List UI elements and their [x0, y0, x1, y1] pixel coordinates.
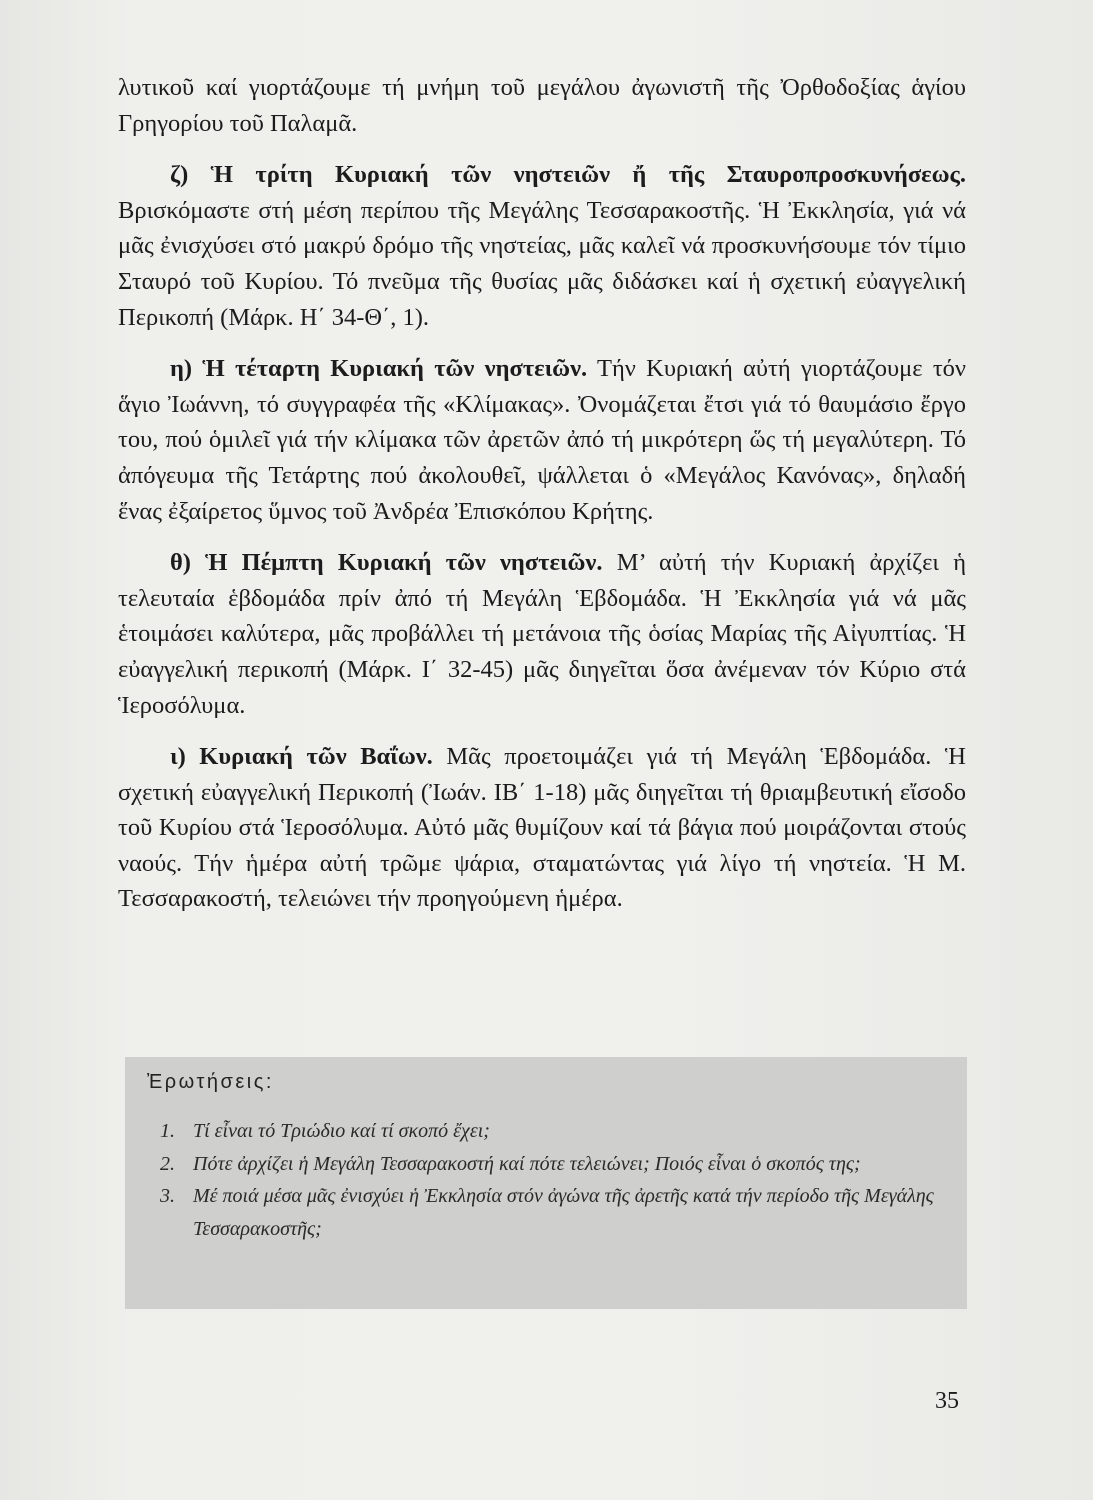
paragraph-body: Μᾶς προετοιμάζει γιά τή Μεγάλη Ἑβδομάδα. Ἡ σχετική εὐαγγελική Περικοπή (Ἰωάν. ΙΒ΄ 1-18) μᾶς διηγεῖται τή θριαμβευτική εἴσοδο τοῦ Κυρίου στά Ἱεροσόλυμα. Αὐτό μᾶς θυμίζουν καί τά βάγια πού μοιράζονται στούς ναούς. Τήν ἡμέρα αὐτή τρῶμε ψάρια, σταματώντας γιά λίγο τή νηστεία. Ἡ Μ. Τεσσαρακοστή, τελειώνει τήν προηγούμενη ἡμέρα.: [118, 743, 966, 913]
question-number: 2.: [160, 1152, 175, 1175]
paragraph-body: Μ’ αὐτή τήν Κυριακή ἀρχίζει ἡ τελευταία ἑβδομάδα πρίν ἀπό τή Μεγάλη Ἑβδομάδα. Ἡ Ἐκκλησία γιά νά μᾶς ἑτοιμάσει καλύτερα, μᾶς προβάλλει τή μετάνοια τῆς ὁσίας Μαρίας τῆς Αἰγυπτίας. Ἡ εὐαγγελική περικοπή (Μάρκ. Ι΄ 32-45) μᾶς διηγεῖται ὅσα ἀνέμεναν τόν Κύριο στά Ἱεροσόλυμα.: [118, 549, 967, 719]
questions-list: [160, 1115, 950, 1245]
paragraph-heading: ζ) Ἡ τρίτη Κυριακή τῶν νηστειῶν ἤ τῆς Σταυροπροσκυνήσεως.: [170, 161, 966, 189]
question-text: Μέ ποιά μέσα μᾶς ἐνισχύει ἡ Ἐκκλησία στόν ἀγώνα τῆς ἀρετῆς κατά τήν περίοδο τῆς Μεγάλης Τεσσαρακοστῆς;: [193, 1185, 934, 1240]
paragraph-continuation: [118, 70, 966, 141]
paragraph-third-sunday: [118, 157, 966, 335]
question-number: 1.: [160, 1120, 175, 1142]
paragraph-body: λυτικοῦ καί γιορτάζουμε τή μνήμη τοῦ μεγάλου ἀγωνιστῆ τῆς Ὀρθοδοξίας ἁγίου Γρηγορίου τοῦ Παλαμᾶ.: [118, 74, 966, 137]
paragraph-heading: ι) Κυριακή τῶν Βαΐων.: [170, 743, 433, 771]
paragraph-heading: θ) Ἡ Πέμπτη Κυριακή τῶν νηστειῶν.: [170, 549, 603, 577]
question-item: [160, 1148, 950, 1181]
paragraph-body: Τήν Κυριακή αὐτή γιορτάζουμε τόν ἅγιο Ἰωάννη, τό συγγραφέα τῆς «Κλίμακας». Ὀνομάζεται ἔτσι γιά τό θαυμάσιο ἔργο του, πού ὁμιλεῖ γιά τήν κλίμακα τῶν ἀρετῶν ἀπό τή μικρότερη ὥς τή μεγαλύτερη. Τό ἀπόγευμα τῆς Τετάρτης πού ἀκολουθεῖ, ψάλλεται ὁ «Μεγάλος Κανόνας», δηλαδή ἕνας ἐξαίρετος ὕμνος τοῦ Ἀνδρέα Ἐπισκόπου Κρήτης.: [118, 355, 967, 525]
questions-title: Ἐρωτήσεις:: [147, 1071, 274, 1093]
question-text: Τί εἶναι τό Τριώδιο καί τί σκοπό ἔχει;: [193, 1120, 490, 1142]
page-number: 35: [935, 1388, 959, 1414]
paragraph-fifth-sunday: [118, 545, 966, 723]
question-item: [160, 1115, 950, 1148]
paragraph-fourth-sunday: [118, 351, 966, 529]
paragraph-body: Βρισκόμαστε στή μέση περίπου τῆς Μεγάλης Τεσσαρακοστῆς. Ἡ Ἐκκλησία, γιά νά μᾶς ἐνισχύσει στό μακρύ δρόμο τῆς νηστείας, μᾶς καλεῖ νά προσκυνήσουμε τόν τίμιο Σταυρό τοῦ Κυρίου. Τό πνεῦμα τῆς θυσίας μᾶς διδάσκει καί ἡ σχετική εὐαγγελική Περικοπή (Μάρκ. Η΄ 34-Θ΄, 1).: [118, 196, 966, 331]
question-item: [160, 1180, 950, 1245]
question-number: 3.: [160, 1185, 175, 1207]
paragraph-heading: η) Ἡ τέταρτη Κυριακή τῶν νηστειῶν.: [170, 355, 588, 383]
paragraph-palm-sunday: [118, 739, 966, 917]
questions-box: [125, 1057, 967, 1309]
main-text: [118, 70, 966, 933]
question-text: Πότε ἀρχίζει ἡ Μεγάλη Τεσσαρακοστή καί πότε τελειώνει; Ποιός εἶναι ὁ σκοπός της;: [193, 1152, 861, 1175]
